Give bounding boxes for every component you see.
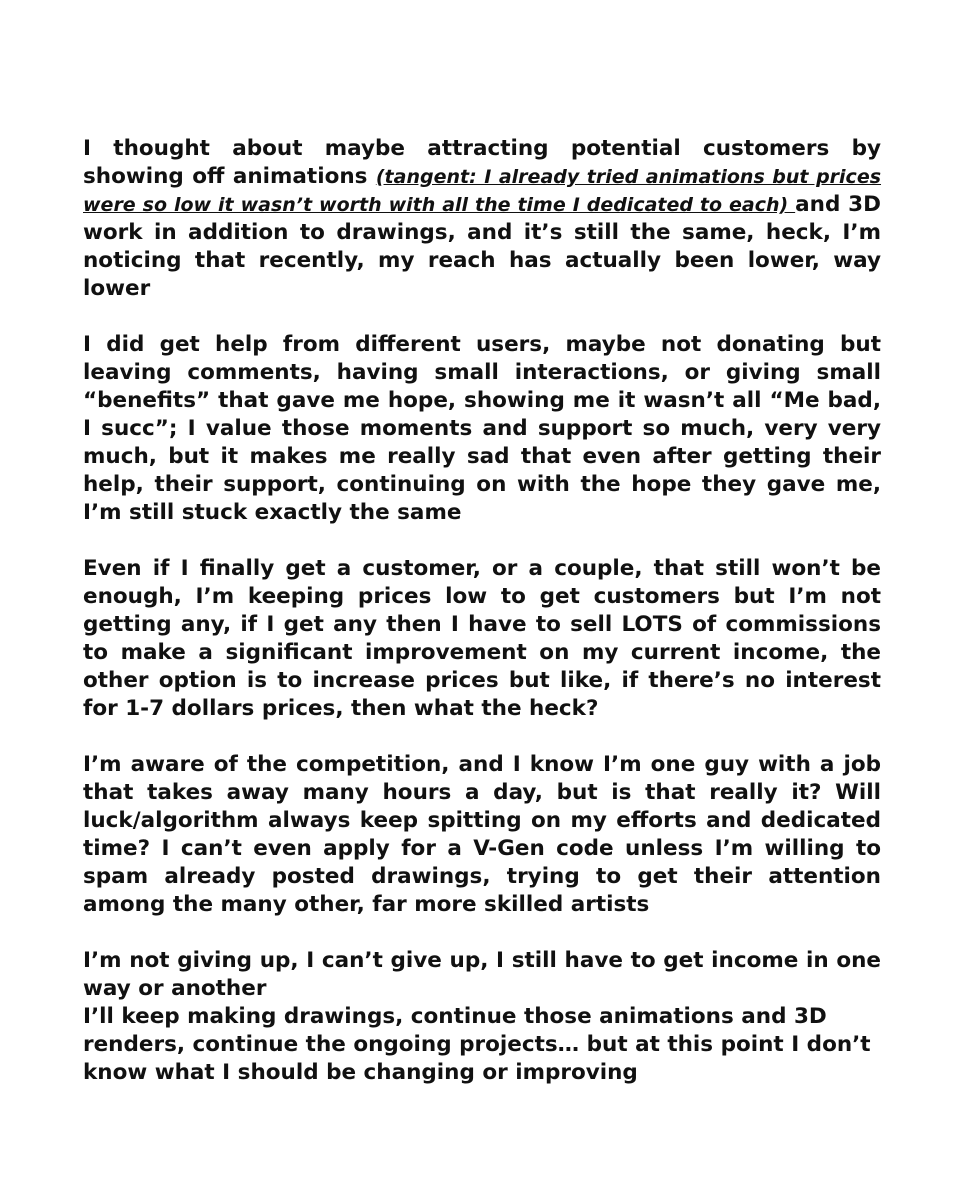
tangent-note: (tangent: I already tried animations but prices were so low it wasn’t worth with all the time I dedicated to each): [83, 166, 882, 216]
paragraph-prices: Even if I finally get a customer, or a couple, that still won’t be enough, I’m keeping prices low to get customers but I’m not getting any, if I get any then I have to sell LOTS of commissions to make a significant improvement on my current income, the other option is to increase prices but like, if there’s no interest for 1-7 dollars prices, then what the heck?: [83, 556, 881, 721]
paragraph-support: I did get help from different users, maybe not donating but leaving comments, having small interactions, or giving small “benefits” that gave me hope, showing me it wasn’t all “Me bad, I succ”; I value those moments and support so much, very very much, but it makes me really sad that even after getting their help, their support, continuing on with the hope they gave me, I’m still stuck exactly the same: [83, 332, 881, 525]
paragraph-not-giving-up: I’m not giving up, I can’t give up, I still have to get income in one way or another: [83, 948, 881, 1001]
paragraph-keep-making: I’ll keep making drawings, continue those animations and 3D renders, continue the ongoing projects… but at this point I don’t know what I should be changing or improving: [83, 1004, 871, 1085]
paragraph-text: I thought about maybe attracting potential customers by showing off animations: [83, 136, 881, 189]
paragraph-animations: [83, 135, 881, 303]
document-body: [83, 135, 881, 1115]
paragraph-competition: I’m aware of the competition, and I know I’m one guy with a job that takes away many hours a day, but is that really it? Will luck/algorithm always keep spitting on my efforts and dedicated time? I can’t even apply for a V-Gen code unless I’m willing to spam already posted drawings, trying to get their attention among the many other, far more skilled artists: [83, 752, 881, 917]
paragraph-text: and 3D work in addition to drawings, and it’s still the same, heck, I’m noticing that recently, my reach has actually been lower, way lower: [83, 192, 881, 301]
